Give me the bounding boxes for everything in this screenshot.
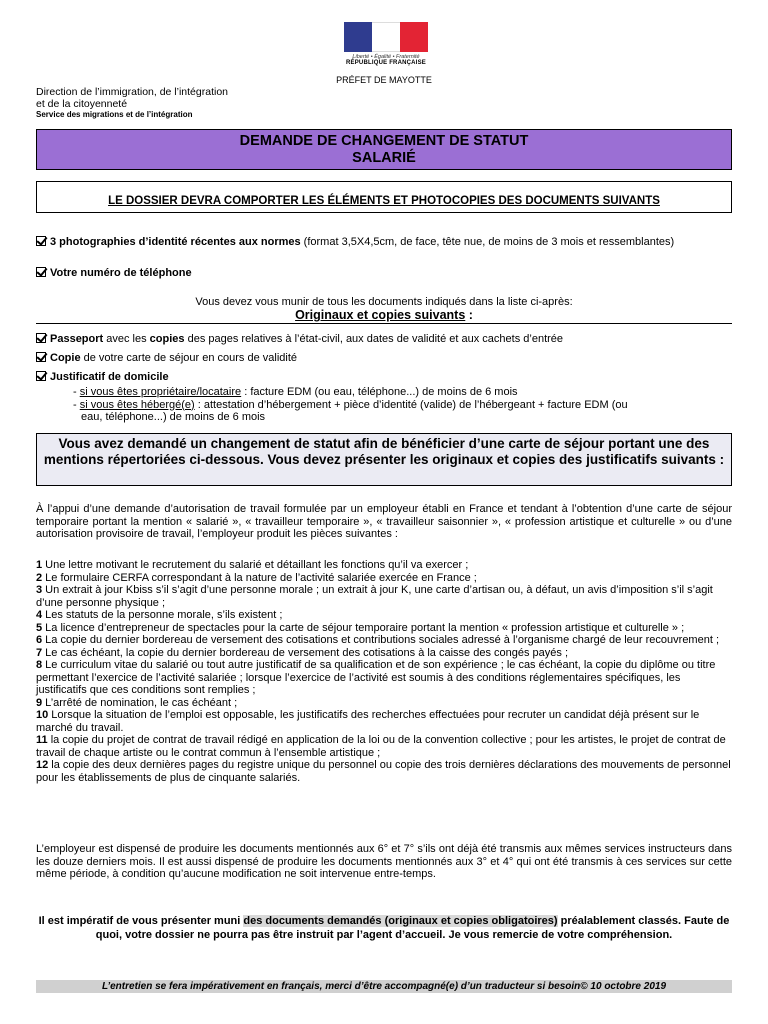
list-item: 10 Lorsque la situation de l’emploi est opposable, les justificatifs des recherches effectuées pour recruter un candidat déjà présent sur le marché du travail. bbox=[36, 709, 700, 734]
demand-box: Vous avez demandé un changement de statut afin de bénéficier d’une carte de séjour portant une des mentions répertoriées ci-dessous. Vous devez présenter les originaux et copies des justificatifs suivants : bbox=[36, 433, 732, 486]
domicile-details: - si vous êtes propriétaire/locataire : facture EDM (ou eau, téléphone...) de moins de 6 mois - si vous êtes hébergé(e) : attestation d’hébergement + pièce d’identité (valide) de l’hébergeant + facture EDM (ou eau, téléphone...) de moins de 6 mois bbox=[73, 386, 628, 423]
original-carte-sejour: Copie de votre carte de séjour en cours de validité bbox=[36, 352, 732, 365]
marianne-logo bbox=[344, 22, 428, 66]
list-item: 4 Les statuts de la personne morale, s’ils existent ; bbox=[36, 609, 283, 621]
imperatif-note: Il est impératif de vous présenter muni des documents demandés (originaux et copies obligatoires) préalablement classés. Faute de quoi, votre dossier ne pourra pas être instruit par l’agent d’accueil. Je vous remercie de votre compréhension. bbox=[38, 915, 730, 941]
list-item: 7 Le cas échéant, la copie du dernier bordereau de versement des cotisations à la caisse des congés payés ; bbox=[36, 646, 568, 659]
footer: L’entretien se fera impérativement en français, merci d’être accompagné(e) d’un traducteur si besoin© 10 octobre 2019 bbox=[36, 980, 732, 993]
dossier-heading: LE DOSSIER DEVRA COMPORTER LES ÉLÉMENTS ET PHOTOCOPIES DES DOCUMENTS SUIVANTS bbox=[36, 181, 732, 213]
list-item: 5 La licence d’entrepreneur de spectacles pour la carte de séjour temporaire portant la mention « profession artistique et culturelle » ; bbox=[36, 621, 685, 634]
checkbox-checked-icon bbox=[36, 371, 46, 381]
dispense-paragraph: L’employeur est dispensé de produire les documents mentionnés aux 6° et 7° s’ils ont déjà été transmis aux mêmes services instructeurs dans les douze derniers mois. Il est aussi dispensé de produire les documents mentionnés aux 3° et 4° qui ont été transmis à ces services sur cette même période, à condition qu’aucune modification ne soit intervenue entre-temps. bbox=[36, 843, 732, 880]
list-item: 2 Le formulaire CERFA correspondant à la nature de l’activité salariée exercée en France ; bbox=[36, 571, 477, 584]
service-label: Service des migrations et de l’intégration bbox=[36, 110, 193, 119]
list-item: 1 Une lettre motivant le recrutement du salarié et détaillant les fonctions qu’il va exercer ; bbox=[36, 559, 469, 571]
originals-heading: Originaux et copies suivants : bbox=[36, 308, 732, 324]
list-item: 3 Un extrait à jour Kbiss s’il s’agit d’une personne morale ; un extrait à jour K, une carte d’artisan ou, à défaut, un avis d’imposition s’il s’agit d’une personne physique ; bbox=[36, 584, 713, 609]
motto: Liberté • Égalité • Fraternité bbox=[352, 54, 420, 60]
required-photos: 3 photographies d’identité récentes aux normes (format 3,5X4,5cm, de face, tête nue, de moins de 3 mois et ressemblantes) bbox=[36, 236, 732, 249]
flag-icon bbox=[344, 22, 428, 52]
list-item: 8 Le curriculum vitae du salarié ou tout autre justificatif de sa qualification et de son expérience ; le cas échéant, la copie du diplôme ou titre permettant l’exercice de l’activité salariée ; lorsque l’exercice de l’activité est soumis à des conditions réglementaires spécifiques, les justificatifs que ces conditions sont remplies ; bbox=[36, 659, 716, 696]
original-domicile: Justificatif de domicile bbox=[36, 371, 732, 384]
original-passport: Passeport avec les copies des pages relatives à l’état-civil, aux dates de validité et aux cachets d’entrée bbox=[36, 333, 732, 346]
republic-label: RÉPUBLIQUE FRANÇAISE bbox=[345, 60, 426, 66]
list-item: 6 La copie du dernier bordereau de versement des cotisations et contributions sociales adressé à l’organisme chargé de leur recouvrement ; bbox=[36, 634, 720, 646]
checkbox-checked-icon bbox=[36, 352, 46, 362]
checkbox-checked-icon bbox=[36, 236, 46, 246]
page-title: DEMANDE DE CHANGEMENT DE STATUT SALARIÉ bbox=[36, 129, 732, 170]
prefet-label: PRÉFET DE MAYOTTE bbox=[336, 75, 432, 85]
pieces-list bbox=[36, 559, 732, 784]
intro-paragraph: À l’appui d’une demande d’autorisation de travail formulée par un employeur établi en France et tendant à l’obtention d’une carte de séjour temporaire portant la mention « salarié », « travailleur temporaire », « travailleur saisonnier », « profession artistique et culturelle » ou d’une autorisation provisoire de travail, l’employeur produit les pièces suivantes : bbox=[36, 503, 732, 540]
checkbox-checked-icon bbox=[36, 267, 46, 277]
list-item: 11 la copie du projet de contrat de travail rédigé en application de la loi ou de la convention collective ; pour les artistes, le projet de contrat de travail de chaque artiste ou le contrat commun à l’ensemble artistique ; bbox=[36, 734, 726, 759]
checkbox-checked-icon bbox=[36, 333, 46, 343]
list-item: 12 la copie des deux dernières pages du registre unique du personnel ou copie des trois dernières déclarations des mouvements de personnel pour les établissements de plus de cinquante salariés. bbox=[36, 759, 731, 784]
documents-note: Vous devez vous munir de tous les documents indiqués dans la liste ci-après: bbox=[195, 296, 573, 308]
direction-label: Direction de l’immigration, de l’intégration et de la citoyenneté bbox=[36, 86, 229, 110]
list-item: 9 L’arrêté de nomination, le cas échéant ; bbox=[36, 696, 238, 709]
required-phone: Votre numéro de téléphone bbox=[36, 267, 732, 280]
